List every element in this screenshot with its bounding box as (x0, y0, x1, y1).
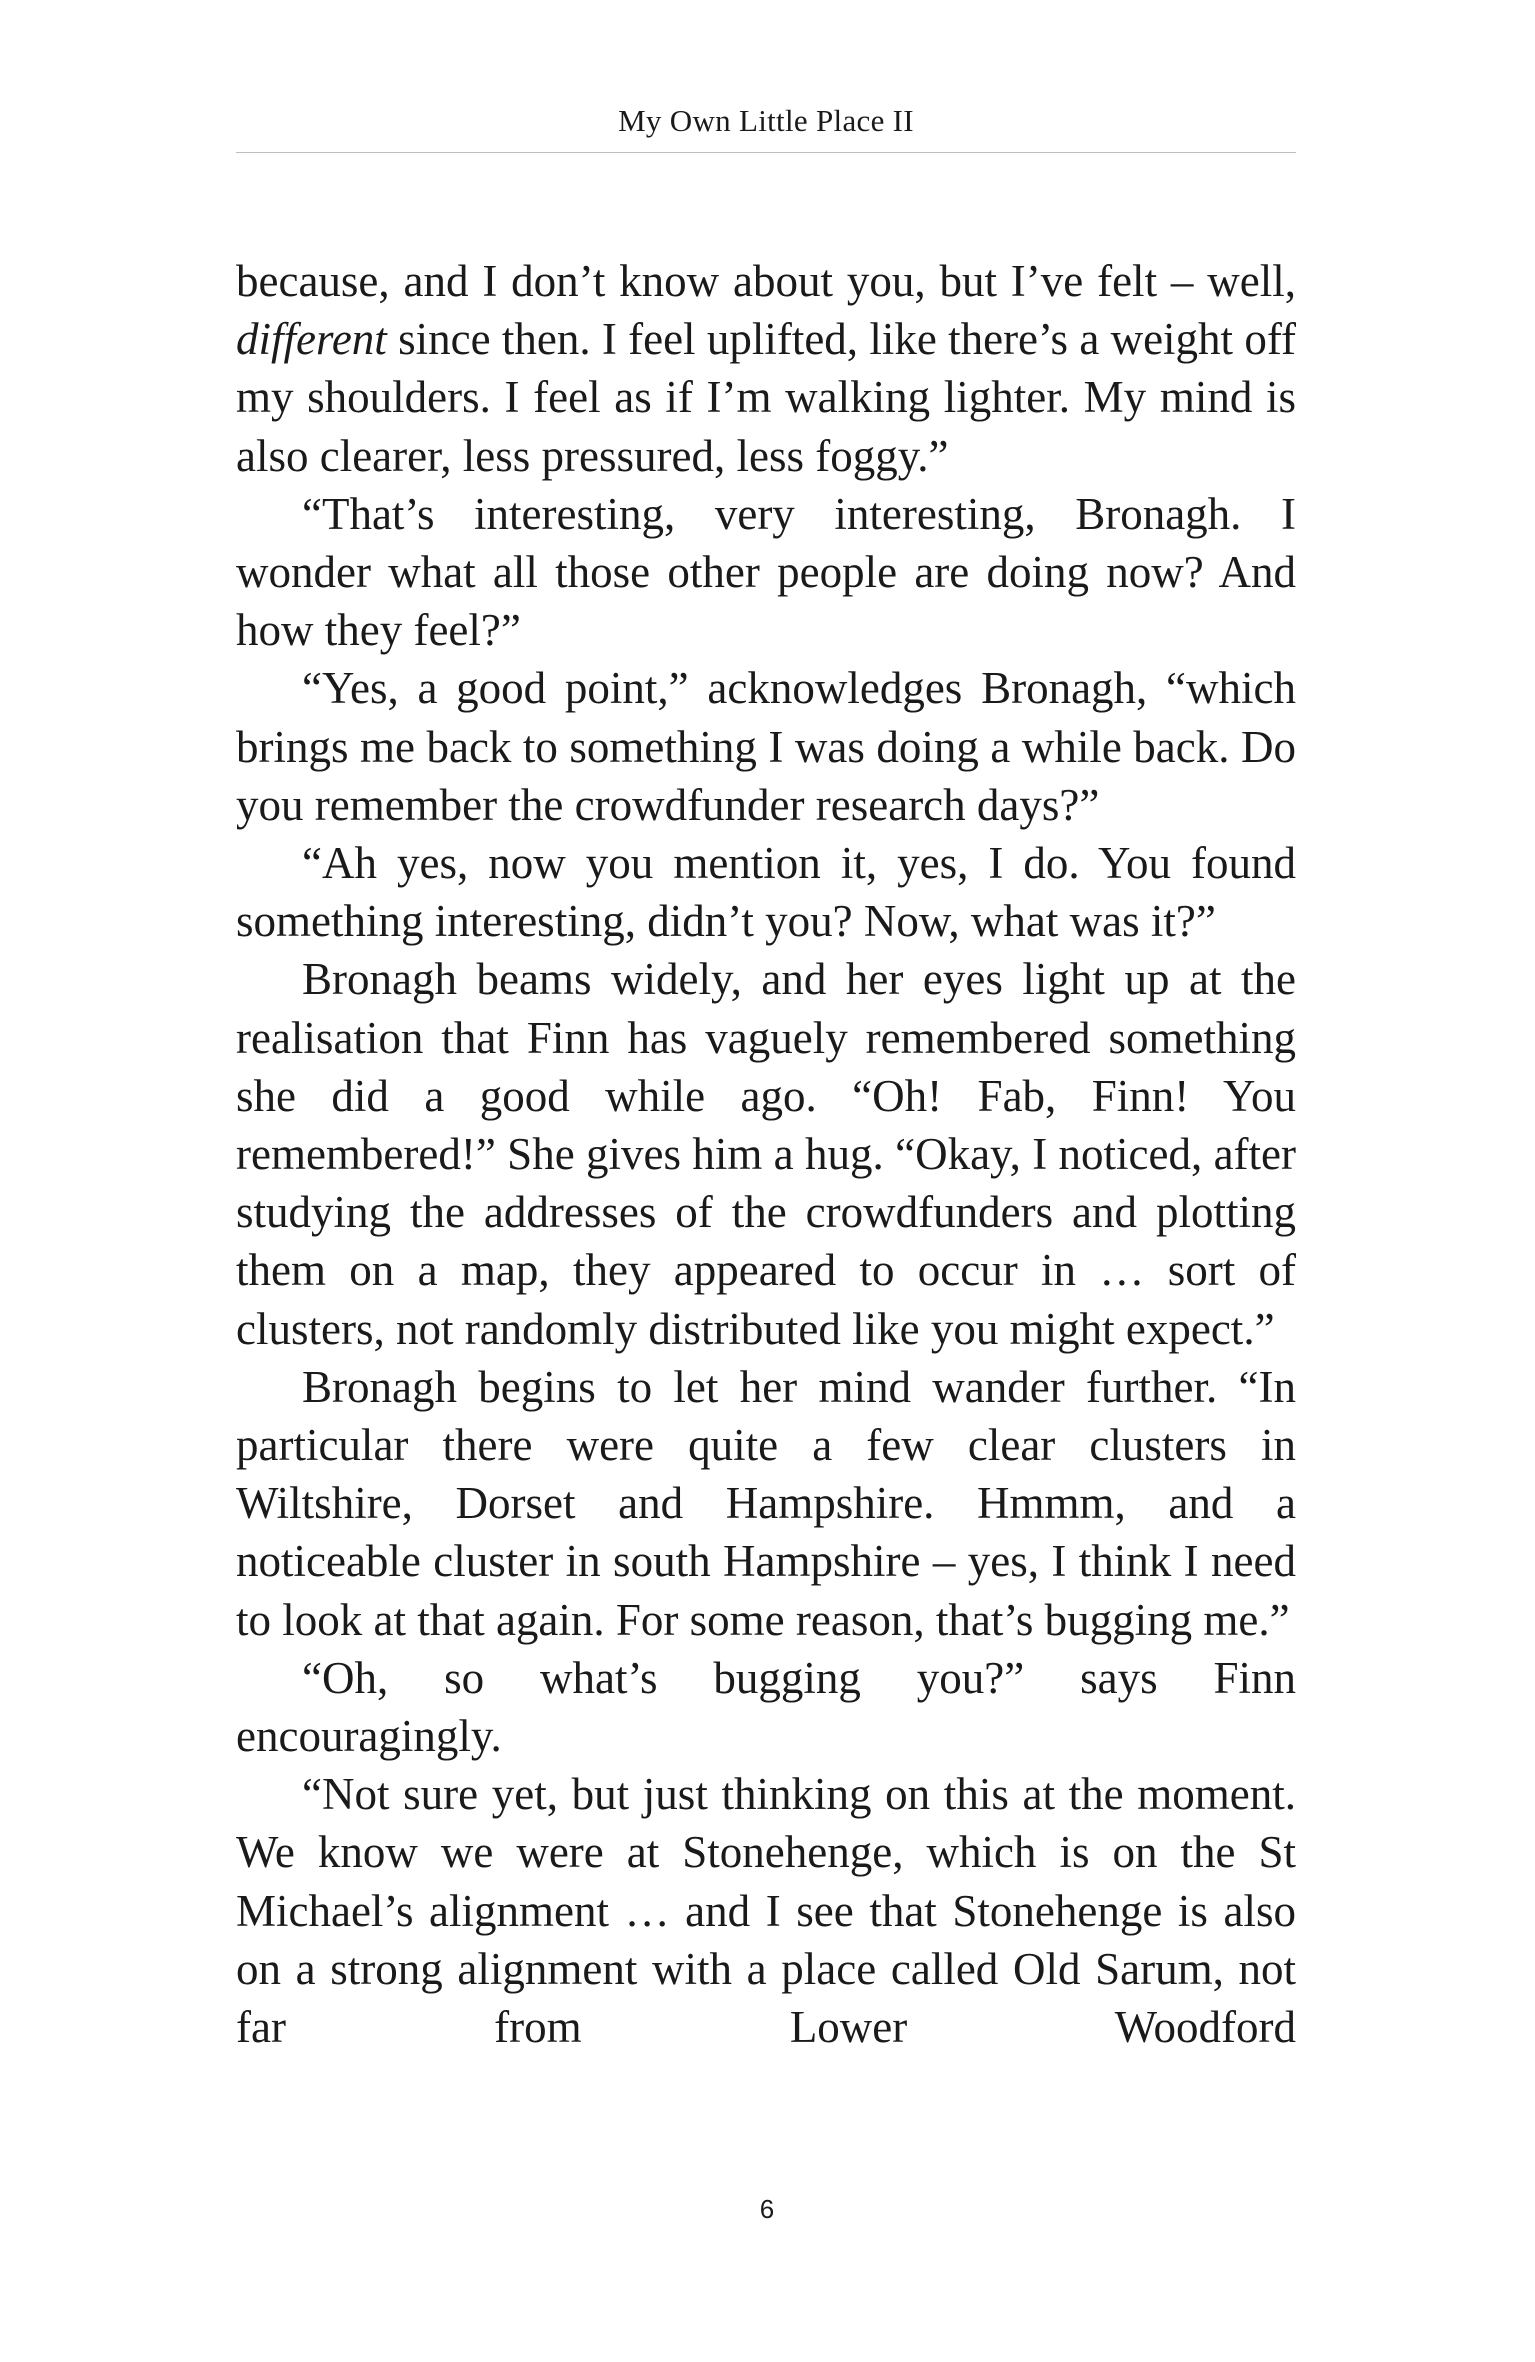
paragraph-6: Bronagh begins to let her mind wander further. “In particular there were quite a few clear clusters in Wiltshire, Dorset and Hampshire. Hmmm, and a noticeable cluster in south Hampshire – yes, I think I need to look at that again. For some reason, that’s bugging me.” (236, 1361, 1296, 1645)
paragraph-3: “Yes, a good point,” acknowledges Bronagh, “which brings me back to something I was doing a while back. Do you remember the crowdfunder research days?” (236, 663, 1296, 830)
page-body (236, 252, 1296, 2056)
paragraph-4: “Ah yes, now you mention it, yes, I do. You found something interesting, didn’t you? Now, what was it?” (236, 838, 1296, 947)
paragraph-1-text-b: since then. I feel uplifted, like there’s a weight off my shoulders. I feel as if I’m walking lighter. My mind is also clearer, less pressured, less foggy.” (236, 314, 1296, 481)
running-head-title: My Own Little Place II (618, 103, 914, 138)
page-number: 6 (759, 2194, 775, 2224)
paragraph-8: “Not sure yet, but just thinking on this at the moment. We know we were at Stonehenge, which is on the St Michael’s alignment … and I see that Stonehenge is also on a strong alignment with a place called Old Sarum, not far from Lower Woodford (236, 1769, 1296, 2053)
paragraph-5: Bronagh beams widely, and her eyes light up at the realisation that Finn has vaguely remembered something she did a good while ago. “Oh! Fab, Finn! You remembered!” She gives him a hug. “Okay, I noticed, after studying the addresses of the crowdfunders and plotting them on a map, they appeared to occur in … sort of clusters, not randomly distributed like you might expect.” (236, 954, 1296, 1354)
paragraph-1-text-a: because, and I don’t know about you, but I’ve felt – well, (236, 256, 1296, 306)
paragraph-2: “That’s interesting, very interesting, Bronagh. I wonder what all those other people are doing now? And how they feel?” (236, 488, 1296, 656)
header-rule (236, 152, 1296, 153)
paragraph-1 (236, 252, 1296, 485)
paragraph-1-italic: different (236, 314, 387, 365)
paragraph-7: “Oh, so what’s bugging you?” says Finn encouragingly. (236, 1652, 1296, 1762)
